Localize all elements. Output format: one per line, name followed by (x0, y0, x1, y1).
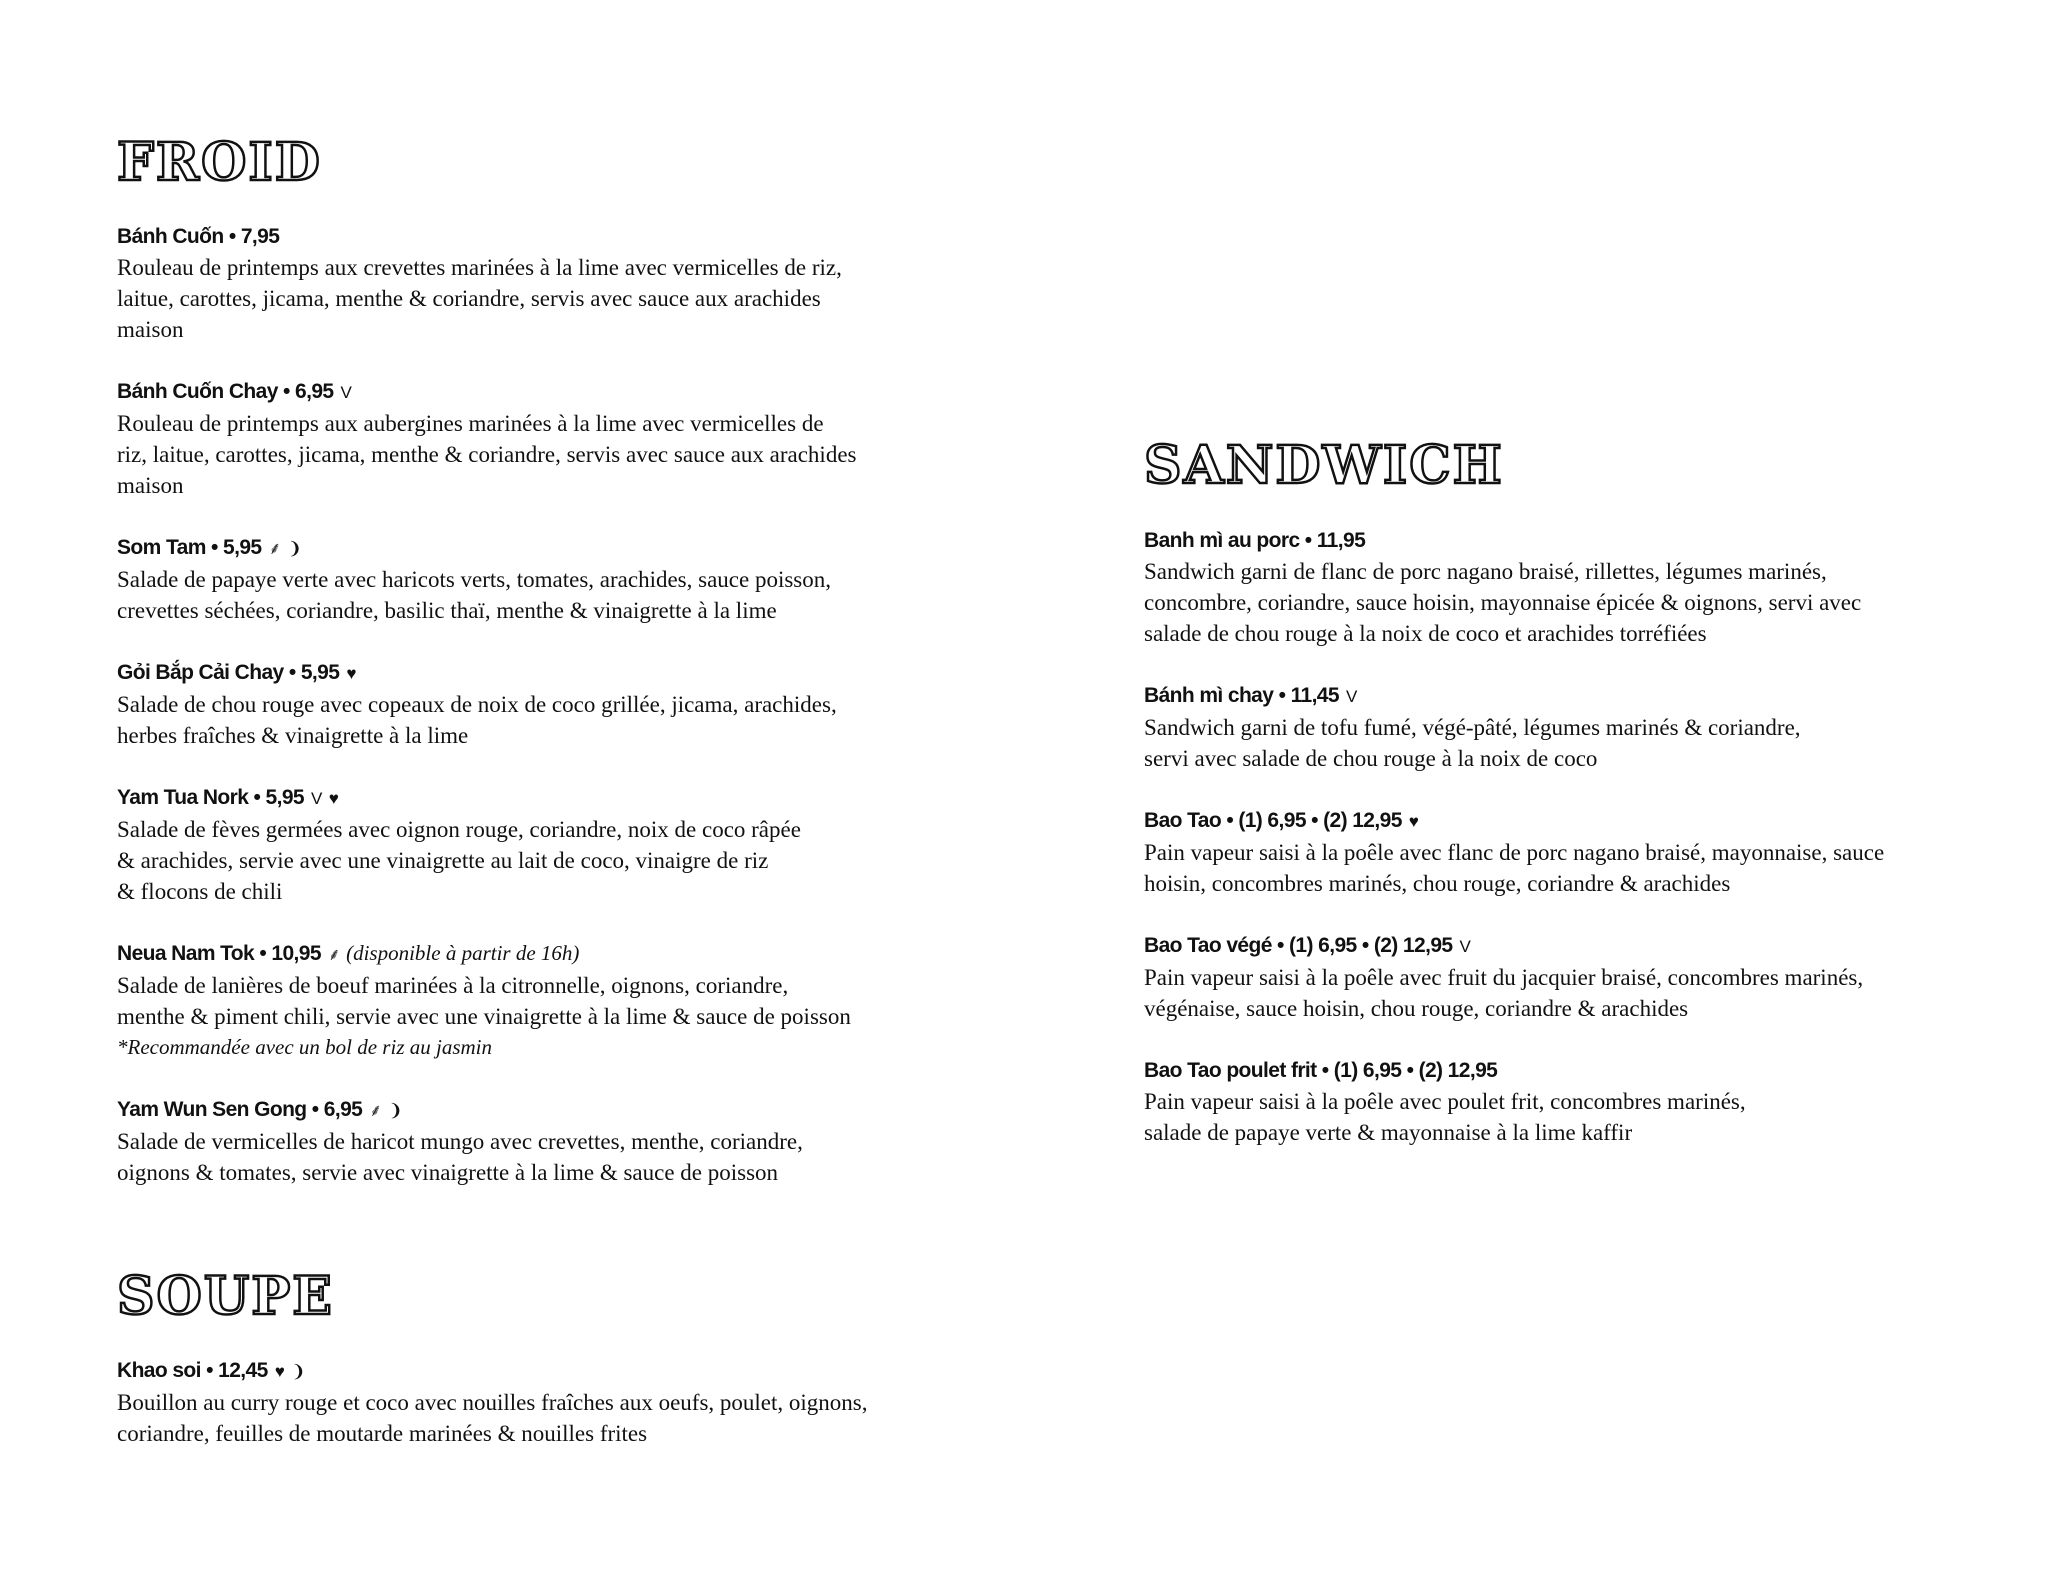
description-line: Pain vapeur saisi à la poêle avec flanc de porc nagano braisé, mayonnaise, sauce (1144, 840, 1885, 865)
menu-item-price: 12,45 (218, 1359, 268, 1382)
description-line: maison (117, 473, 184, 498)
price-separator: • (248, 786, 266, 809)
price-separator: • (259, 942, 272, 965)
menu-item (1144, 930, 2004, 1024)
vegan-icon: V (1459, 937, 1471, 956)
vegan-icon: V (311, 789, 322, 808)
price-separator: • (1299, 529, 1317, 552)
description-line: Sandwich garni de flanc de porc nagano braisé, rillettes, légumes marinés, (1144, 559, 1827, 584)
heart-icon: ♥ (1408, 812, 1419, 831)
menu-item-price: (1) 6,95 • (2) 12,95 (1333, 1059, 1498, 1082)
price-separator: • (223, 225, 241, 248)
section-title-soupe: SOUPE (117, 1266, 334, 1327)
price-separator: • (1273, 684, 1291, 707)
menu-item (117, 532, 937, 626)
menu-item-heading (117, 1355, 937, 1387)
spicy-icon: ❩ (388, 1101, 403, 1120)
description-line: hoisin, concombres marinés, chou rouge, coriandre & arachides (1144, 871, 1731, 896)
menu-item-heading (117, 938, 937, 970)
description-line: herbes fraîches & vinaigrette à la lime (117, 723, 469, 748)
menu-item-name: Yam Wun Sen Gong (117, 1098, 307, 1121)
description-line: & flocons de chili (117, 879, 283, 904)
heart-icon: ♥ (274, 1362, 285, 1381)
menu-item-price: (1) 6,95 • (2) 12,95 (1289, 934, 1453, 957)
menu-item-description (1144, 712, 2004, 774)
menu-item-name: Bao Tao poulet frit (1144, 1059, 1317, 1082)
menu-item-heading (117, 532, 937, 564)
menu-item-price: (1) 6,95 • (2) 12,95 (1238, 809, 1402, 832)
description-line: servi avec salade de chou rouge à la noix de coco (1144, 746, 1598, 771)
menu-item-description (117, 689, 937, 751)
description-line: laitue, carottes, jicama, menthe & coriandre, servis avec sauce aux arachides (117, 286, 821, 311)
description-line: concombre, coriandre, sauce hoisin, mayonnaise épicée & oignons, servi avec (1144, 590, 1862, 615)
gluten-free-icon: ⸙ (327, 945, 341, 964)
menu-item-name: Bao Tao végé (1144, 934, 1272, 957)
menu-item-name: Bánh mì chay (1144, 684, 1274, 707)
price-separator: • (200, 1359, 219, 1382)
menu-item-name: Neua Nam Tok (117, 942, 260, 965)
gluten-free-icon: ⸙ (369, 1101, 382, 1120)
menu-item-heading (117, 657, 937, 689)
availability-note: (disponible à partir de 16h) (346, 941, 580, 965)
menu-item-description (117, 814, 937, 907)
description-line: Sandwich garni de tofu fumé, végé-pâté, légumes marinés & coriandre, (1144, 715, 1801, 740)
description-line: oignons & tomates, servie avec vinaigrette à la lime & sauce de poisson (117, 1160, 779, 1185)
menu-item-description (117, 1387, 937, 1449)
menu-item-name: Banh mì au porc (1144, 529, 1300, 552)
price-separator: • (306, 1098, 324, 1121)
menu-item-price: 11,45 (1290, 684, 1339, 707)
heart-icon: ♥ (346, 664, 356, 683)
menu-item-heading (117, 782, 937, 814)
price-separator: • (205, 536, 223, 559)
gluten-free-icon: ⸙ (268, 539, 281, 558)
menu-item (1144, 525, 2004, 649)
menu-item-price: 11,95 (1316, 529, 1366, 552)
spicy-icon: ❩ (287, 539, 302, 558)
menu-item-name: Gỏi Bắp Cải Chay (117, 661, 284, 684)
section-title-sandwich: SANDWICH (1144, 435, 1504, 496)
description-line: Salade de papaye verte avec haricots verts, tomates, arachides, sauce poisson, (117, 567, 831, 592)
menu-item-name: Bao Tao (1144, 809, 1222, 832)
vegan-icon: V (1345, 687, 1357, 706)
menu-item (1144, 680, 2004, 774)
soupe-menu-list (117, 1355, 937, 1480)
menu-item-heading (1144, 525, 2004, 556)
menu-item (1144, 1055, 2004, 1148)
menu-item-name: Bánh Cuốn (117, 225, 224, 248)
description-line: crevettes séchées, coriandre, basilic thaï, menthe & vinaigrette à la lime (117, 598, 777, 623)
menu-item-heading (1144, 930, 2004, 962)
menu-item (117, 1094, 937, 1188)
menu-item-description (1144, 556, 2004, 649)
menu-item-heading (117, 1094, 937, 1126)
spicy-icon: ❩ (291, 1362, 305, 1381)
menu-item (117, 657, 937, 751)
menu-item (117, 1355, 937, 1449)
menu-item-description (117, 252, 937, 345)
price-separator: • (1271, 934, 1290, 957)
menu-item (117, 938, 937, 1063)
description-line: salade de chou rouge à la noix de coco et arachides torréfiées (1144, 621, 1707, 646)
description-line: Salade de lanières de boeuf marinées à la citronnelle, oignons, coriandre, (117, 973, 789, 998)
heart-icon: ♥ (328, 789, 339, 808)
menu-item-description (117, 970, 937, 1063)
menu-item-heading (117, 376, 937, 408)
description-line: Salade de vermicelles de haricot mungo avec crevettes, menthe, coriandre, (117, 1129, 803, 1154)
menu-item-description (1144, 837, 2004, 899)
description-line: & arachides, servie avec une vinaigrette au lait de coco, vinaigre de riz (117, 848, 769, 873)
description-line: riz, laitue, carottes, jicama, menthe & coriandre, servis avec sauce aux arachides (117, 442, 857, 467)
menu-item-name: Bánh Cuốn Chay (117, 380, 278, 403)
menu-item (1144, 805, 2004, 899)
menu-item-heading (1144, 1055, 2004, 1086)
menu-item-description (117, 1126, 937, 1188)
menu-item-name: Som Tam (117, 536, 206, 559)
description-line: Rouleau de printemps aux aubergines marinées à la lime avec vermicelles de (117, 411, 824, 436)
menu-item-description (117, 564, 937, 626)
froid-menu-list (117, 221, 937, 1219)
menu-item-name: Khao soi (117, 1359, 201, 1382)
menu-item-price: 5,95 (265, 786, 305, 809)
menu-item-price: 7,95 (240, 225, 280, 248)
menu-item-description (117, 408, 937, 501)
description-line: Salade de fèves germées avec oignon rouge, coriandre, noix de coco râpée (117, 817, 801, 842)
menu-item-price: 5,95 (223, 536, 262, 559)
description-line: menthe & piment chili, servie avec une vinaigrette à la lime & sauce de poisson (117, 1004, 851, 1029)
menu-item-price: 5,95 (300, 661, 340, 684)
description-line: Bouillon au curry rouge et coco avec nouilles fraîches aux oeufs, poulet, oignons, (117, 1390, 868, 1415)
menu-item-price: 6,95 (295, 380, 334, 403)
price-separator: • (1221, 809, 1239, 832)
menu-item-price: 6,95 (323, 1098, 363, 1121)
menu-item (117, 782, 937, 907)
vegan-icon: V (340, 383, 352, 402)
sandwich-menu-list (1144, 525, 2004, 1179)
description-line: végénaise, sauce hoisin, chou rouge, coriandre & arachides (1144, 996, 1689, 1021)
menu-item-heading (1144, 805, 2004, 837)
price-separator: • (283, 661, 301, 684)
description-line: maison (117, 317, 184, 342)
description-line: coriandre, feuilles de moutarde marinées & nouilles frites (117, 1421, 648, 1446)
description-line: Pain vapeur saisi à la poêle avec poulet frit, concombres marinés, (1144, 1089, 1746, 1114)
price-separator: • (277, 380, 296, 403)
menu-item (117, 221, 937, 345)
menu-item-heading (117, 221, 937, 252)
menu-item (117, 376, 937, 501)
menu-item-heading (1144, 680, 2004, 712)
description-line: Pain vapeur saisi à la poêle avec fruit du jacquier braisé, concombres marinés, (1144, 965, 1864, 990)
price-separator: • (1316, 1059, 1334, 1082)
description-line: salade de papaye verte & mayonnaise à la lime kaffir (1144, 1120, 1633, 1145)
menu-item-description (1144, 962, 2004, 1024)
section-title-froid: FROID (117, 132, 322, 193)
menu-item-name: Yam Tua Nork (117, 786, 249, 809)
recommendation-note: *Recommandée avec un bol de riz au jasmin (117, 1035, 492, 1059)
description-line: Salade de chou rouge avec copeaux de noix de coco grillée, jicama, arachides, (117, 692, 837, 717)
description-line: Rouleau de printemps aux crevettes marinées à la lime avec vermicelles de riz, (117, 255, 842, 280)
menu-item-price: 10,95 (271, 942, 321, 965)
menu-item-description (1144, 1086, 2004, 1148)
